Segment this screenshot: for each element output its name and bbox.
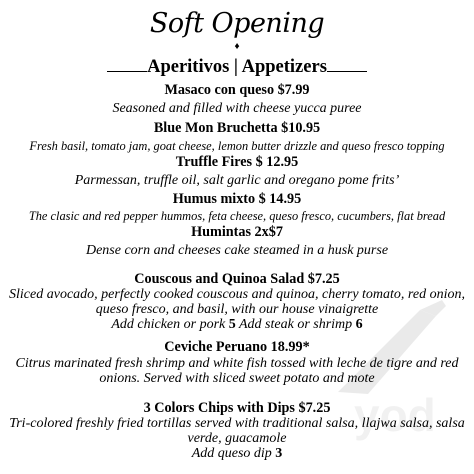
menu-item-name: Humus mixto $ 14.95 — [172, 191, 302, 207]
menu-item-name: Masaco con queso $7.99 — [164, 82, 310, 98]
menu-item-description: Sliced avocado, perfectly cooked couscous and quinoa, cherry tomato, red onion, — [9, 287, 465, 302]
menu-item-description: Fresh basil, tomato jam, goat cheese, lemon butter drizzle and queso fresco topping — [29, 139, 445, 153]
heading-underline-right — [327, 57, 367, 72]
menu-item-description: queso fresco, and basil, with our house vinaigrette — [95, 302, 379, 317]
menu-item-description: Seasoned and filled with cheese yucca puree — [112, 101, 362, 116]
addon-text: Add chicken or pork — [111, 317, 229, 332]
menu-item-description: onions. Served with sliced sweet potato and mote — [99, 371, 375, 386]
menu-item-description: Tri-colored freshly fried tortillas served with traditional salsa, llajwa salsa, salsa — [9, 416, 465, 431]
menu-item-description: Citrus marinated fresh shrimp and white fish tossed with leche de tigre and red — [15, 356, 459, 371]
menu-item-addon — [0, 447, 474, 461]
heading-underline-left — [107, 57, 147, 72]
section-title: Aperitivos | Appetizers — [147, 57, 327, 77]
menu-item-name: Couscous and Quinoa Salad $7.25 — [134, 271, 340, 287]
addon-price: 5 — [228, 317, 236, 332]
addon-price: 3 — [275, 446, 283, 461]
watermark-text: yod — [354, 389, 436, 441]
addon-text: Add steak or shrimp — [235, 317, 356, 332]
menu-item-name-text: Ceviche Peruano 18.99* — [164, 339, 310, 355]
menu-item-name: 3 Colors Chips with Dips $7.25 — [143, 400, 331, 416]
addon-price: 6 — [355, 317, 363, 332]
menu-item-name: Truffle Fires $ 12.95 — [175, 154, 299, 170]
menu-item-description: The clasic and red pepper hummos, feta cheese, queso fresco, cucumbers, flat bread — [28, 209, 446, 223]
section-heading — [0, 57, 474, 77]
menu-item-name: Blue Mon Bruchetta $10.95 — [153, 120, 321, 136]
menu-item-description: verde, guacamole — [187, 431, 287, 446]
addon-text: Add queso dip — [191, 446, 276, 461]
diamond-ornament-icon: ♦ — [234, 41, 240, 52]
menu-item-description: Dense corn and cheeses cake steamed in a husk purse — [85, 243, 389, 258]
menu-item-description: Parmessan, truffle oil, salt garlic and oregano pome frits’ — [74, 173, 400, 188]
menu-item-name: Humintas 2x$7 — [191, 224, 283, 240]
menu-title: Soft Opening — [149, 8, 325, 39]
